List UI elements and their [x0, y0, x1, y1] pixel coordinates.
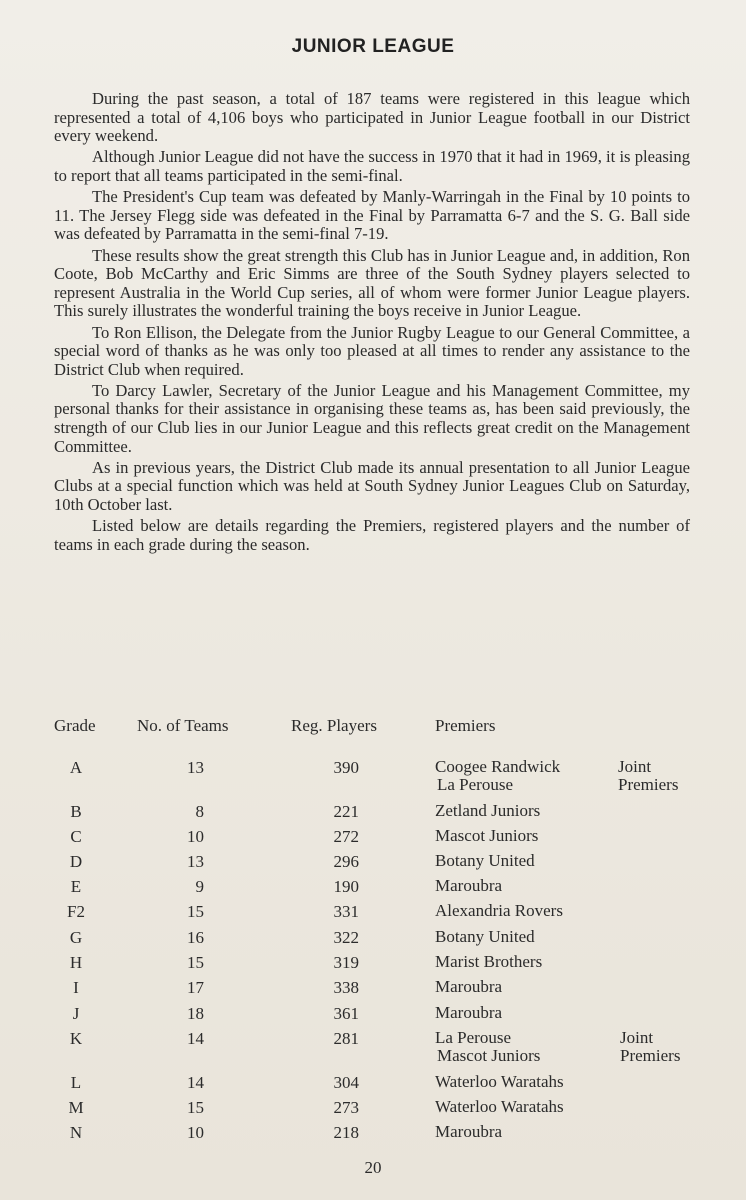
premiers-cell: [435, 827, 538, 845]
premier-name: Botany United: [435, 927, 535, 946]
grade-cell: F2: [67, 902, 85, 921]
players-cell: 338: [333, 978, 359, 997]
teams-cell: 9: [195, 877, 204, 896]
joint-premiers-note: [620, 1029, 680, 1065]
teams-cell: 10: [187, 827, 204, 846]
report-body: [54, 90, 690, 557]
teams-cell: 13: [187, 758, 204, 777]
grade-cell: K: [69, 1029, 83, 1048]
note-line: Joint: [618, 757, 652, 776]
grade-cell: G: [69, 928, 83, 947]
paragraph: These results show the great strength this Club has in Junior League and, in addition, Ron Coote, Bob McCarthy and Eric Simms are three of the South Sydney players selected to represent Australia in the World Cup series, all of whom were former Junior League players. This surely illustrates the wonderful training the boys receive in Junior League.: [54, 245, 690, 321]
players-cell: 319: [333, 953, 359, 972]
premiers-cell: [435, 852, 535, 870]
teams-cell: 15: [187, 902, 204, 921]
teams-cell: 15: [187, 953, 204, 972]
premiers-cell: [435, 758, 560, 794]
premier-name: Botany United: [435, 851, 535, 870]
premier-name: Waterloo Waratahs: [435, 1072, 564, 1091]
note-line: Joint: [620, 1028, 654, 1047]
note-line: Premiers: [620, 1046, 681, 1065]
paragraph: To Darcy Lawler, Secretary of the Junior League and his Management Committee, my personal thanks for their assistance in organising these teams as, has been said previously, the strength of our Club lies in our Junior League and this reflects great credit on the Management Committee.: [54, 380, 690, 456]
paragraph: The President's Cup team was defeated by Manly-Warringah in the Final by 10 points to 11. The Jersey Flegg side was defeated in the Final by Parramatta 6-7 and the S. G. Ball side was defeated by Parramatta in the semi-final 7-19.: [54, 187, 690, 244]
paragraph: Although Junior League did not have the success in 1970 that it had in 1969, it is pleasing to report that all teams participated in the semi-final.: [54, 147, 690, 185]
grade-cell: L: [70, 1073, 82, 1092]
table-row: [54, 758, 704, 798]
premiers-cell: [435, 802, 540, 820]
joint-premiers-note: [618, 758, 678, 794]
premiers-cell: [435, 1098, 564, 1116]
paragraph: To Ron Ellison, the Delegate from the Junior Rugby League to our General Committee, a special word of thanks as he was only too pleased at all times to render any assistance to the District Club when required.: [54, 322, 690, 379]
grade-cell: J: [72, 1004, 80, 1023]
players-cell: 331: [333, 902, 359, 921]
premier-name: Zetland Juniors: [435, 801, 541, 820]
premiers-cell: [435, 953, 542, 971]
teams-cell: 15: [187, 1098, 204, 1117]
premier-name: Coogee Randwick: [435, 757, 561, 776]
header-players: Reg. Players: [291, 716, 377, 735]
premiers-cell: [435, 978, 502, 996]
premiers-cell: [435, 1004, 502, 1022]
teams-cell: 16: [187, 928, 204, 947]
players-cell: 281: [333, 1029, 359, 1048]
premiers-cell: [435, 902, 563, 920]
premier-name: Maroubra: [435, 876, 503, 895]
teams-cell: 10: [187, 1123, 204, 1142]
players-cell: 218: [333, 1123, 359, 1142]
premier-name: Mascot Juniors: [435, 826, 539, 845]
premier-name: Maroubra: [435, 977, 503, 996]
premier-name: Mascot Juniors: [437, 1046, 541, 1065]
teams-cell: 14: [187, 1029, 204, 1048]
players-cell: 190: [333, 877, 359, 896]
grade-cell: M: [68, 1098, 84, 1117]
premiers-cell: [435, 928, 535, 946]
teams-cell: 8: [195, 802, 204, 821]
premiers-cell: [435, 1029, 540, 1065]
premiers-cell: [435, 877, 502, 895]
table-row: [54, 1029, 704, 1069]
table-row: [54, 1123, 704, 1163]
players-cell: 361: [333, 1004, 359, 1023]
header-premiers: Premiers: [435, 716, 496, 735]
premier-name: La Perouse: [437, 775, 514, 794]
premier-name: Waterloo Waratahs: [435, 1097, 564, 1116]
players-cell: 221: [333, 802, 359, 821]
players-cell: 296: [333, 852, 359, 871]
premier-name: Maroubra: [435, 1003, 503, 1022]
players-cell: 272: [333, 827, 359, 846]
paragraph: As in previous years, the District Club made its annual presentation to all Junior League Clubs at a special function which was held at South Sydney Junior Leagues Club on Saturday, 10th October last.: [54, 457, 690, 515]
header-grade: Grade: [54, 716, 96, 735]
players-cell: 273: [333, 1098, 359, 1117]
premier-name: Alexandria Rovers: [435, 901, 563, 920]
page-title: JUNIOR LEAGUE: [291, 36, 455, 57]
grade-cell: C: [70, 827, 82, 846]
teams-cell: 13: [187, 852, 204, 871]
players-cell: 322: [333, 928, 359, 947]
teams-cell: 18: [187, 1004, 204, 1023]
players-cell: 304: [333, 1073, 359, 1092]
grade-cell: I: [73, 978, 79, 997]
page-number: 20: [364, 1158, 382, 1177]
grade-cell: D: [69, 852, 83, 871]
grade-cell: B: [70, 802, 82, 821]
paragraph: Listed below are details regarding the Premiers, registered players and the number of teams in each grade during the season.: [54, 516, 690, 554]
grade-cell: H: [69, 953, 83, 972]
teams-cell: 14: [187, 1073, 204, 1092]
grade-cell: A: [69, 758, 83, 777]
note-line: Premiers: [618, 775, 679, 794]
premier-name: Marist Brothers: [435, 952, 543, 971]
teams-cell: 17: [187, 978, 204, 997]
premier-name: Maroubra: [435, 1122, 503, 1141]
premier-name: La Perouse: [435, 1028, 512, 1047]
grade-cell: E: [70, 877, 82, 896]
players-cell: 390: [333, 758, 359, 777]
grade-cell: N: [69, 1123, 83, 1142]
header-teams: No. of Teams: [137, 716, 229, 735]
premiers-cell: [435, 1073, 564, 1091]
premiers-cell: [435, 1123, 502, 1141]
paragraph: During the past season, a total of 187 teams were registered in this league which represented a total of 4,106 boys who participated in Junior League football in our District every weekend.: [54, 89, 690, 146]
